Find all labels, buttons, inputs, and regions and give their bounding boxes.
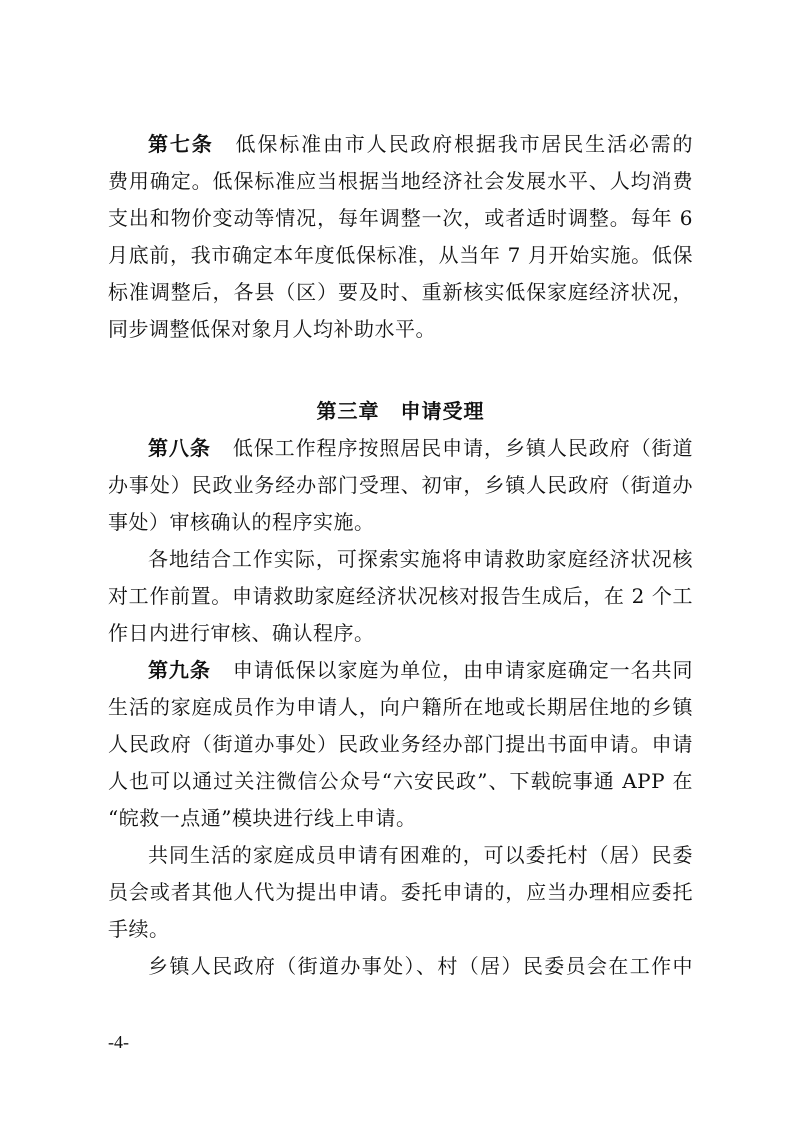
article9-text-1: 申请低保以家庭为单位，由申请家庭确定一名共同	[232, 658, 693, 682]
article9-line-2: 生活的家庭成员作为申请人，向户籍所在地或长期居住地的乡镇	[108, 695, 693, 719]
article9-line-1	[148, 657, 693, 683]
article7-label: 第七条	[148, 132, 214, 156]
article9-para3-line-1: 乡镇人民政府（街道办事处）、村（居）民委员会在工作中	[148, 954, 693, 978]
article9-line-5: “皖救一点通”模块进行线上申请。	[108, 806, 417, 830]
article8-para2-line-3: 作日内进行审核、确认程序。	[108, 621, 375, 645]
article9-line-3: 人民政府（街道办事处）民政业务经办部门提出书面申请。申请	[108, 732, 693, 756]
chapter-heading: 第三章 申请受理	[316, 399, 485, 423]
article7-line-2: 费用确定。低保标准应当根据当地经济社会发展水平、人均消费	[108, 169, 693, 193]
article8-line-3: 事处）审核确认的程序实施。	[108, 510, 375, 534]
article8-text-1: 低保工作程序按照居民申请，乡镇人民政府（街道	[232, 436, 693, 460]
article7-text-1: 低保标准由市人民政府根据我市居民生活必需的	[235, 132, 694, 156]
article9-label: 第九条	[148, 658, 211, 682]
article8-para2-line-1: 各地结合工作实际，可探索实施将申请救助家庭经济状况核	[148, 547, 693, 571]
article7-line-6: 同步调整低保对象月人均补助水平。	[108, 317, 436, 341]
article7-line-4: 月底前，我市确定本年度低保标准，从当年 7 月开始实施。低保	[108, 243, 693, 267]
article8-label: 第八条	[148, 436, 211, 460]
article8-line-2: 办事处）民政业务经办部门受理、初审，乡镇人民政府（街道办	[108, 473, 693, 497]
article7-line-1	[148, 131, 693, 157]
article7-line-5: 标准调整后，各县（区）要及时、重新核实低保家庭经济状况，	[108, 280, 693, 304]
article9-line-4: 人也可以通过关注微信公众号“六安民政”、下载皖事通 APP 在	[108, 769, 693, 793]
article8-line-1	[148, 435, 693, 461]
article9-para2-line-1: 共同生活的家庭成员申请有困难的，可以委托村（居）民委	[148, 843, 693, 867]
article7-line-3: 支出和物价变动等情况，每年调整一次，或者适时调整。每年 6	[108, 206, 693, 230]
article9-para2-line-2: 员会或者其他人代为提出申请。委托申请的，应当办理相应委托	[108, 880, 693, 904]
page-number: -4-	[108, 1032, 129, 1052]
article8-para2-line-2: 对工作前置。申请救助家庭经济状况核对报告生成后，在 2 个工	[108, 584, 693, 608]
article9-para2-line-3: 手续。	[108, 917, 170, 941]
